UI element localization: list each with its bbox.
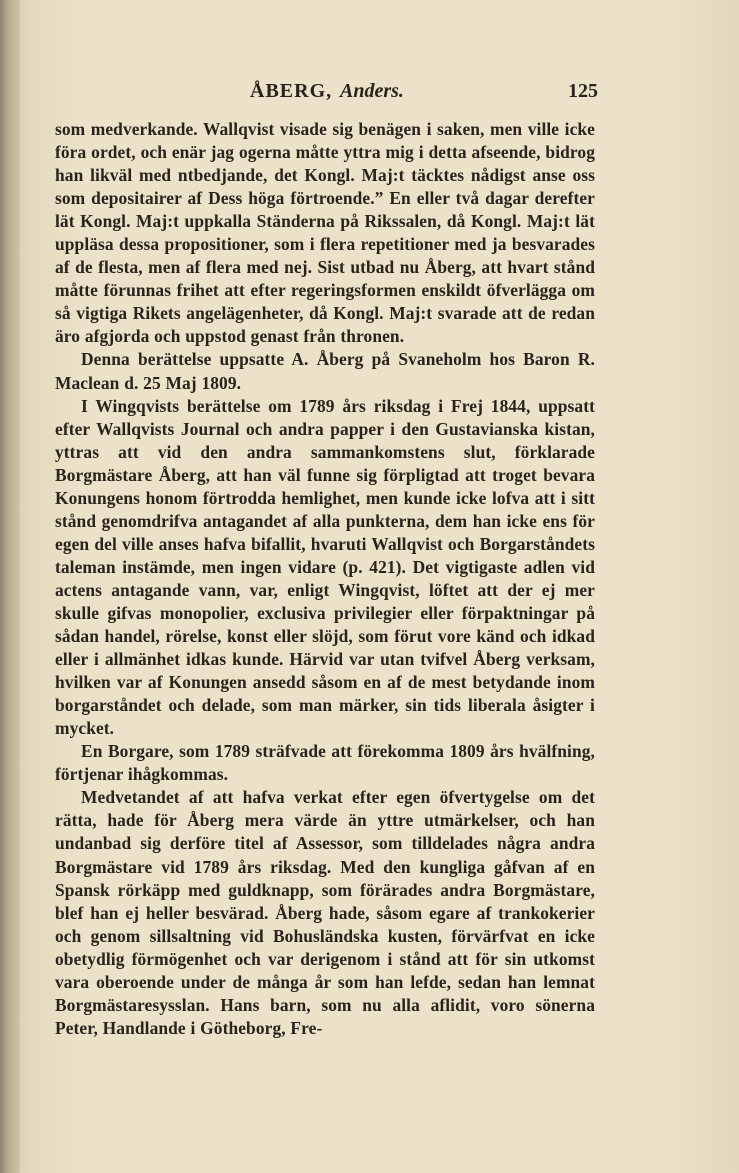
page-spine-shadow <box>0 0 20 1173</box>
paragraph: I Wingqvists berättelse om 1789 års riksdag i Frej 1844, uppsatt efter Wallqvists Journal och andra papper i den Gustavianska kistan, yttras att vid den andra sammankomstens slut, förklarade Borgmästare Åberg, att han väl funne sig förpligtad att troget bevara Konungens honom förtrodda hemlighet, men kunde icke lofva att i sitt stånd genomdrifva antagandet af alla punkterna, dem han icke ens för egen del ville anses hafva bifallit, hvaruti Wallqvist och Borgarståndets taleman instämde, men ingen vidare (p. 421). Det vigtigaste adlen vid actens antagande vann, var, enligt Wingqvist, löftet att der ej mer skulle gifvas monopolier, exclusiva privilegier eller förpaktningar på sådan handel, rörelse, konst eller slöjd, som förut vore känd och idkad eller i allmänhet idkas kunde. Härvid var utan tvifvel Åberg verksam, hvilken var af Konungen ansedd såsom en af de mest betydande inom borgarståndet och delade, som man märker, sin tids liberala åsigter i mycket. <box>55 395 595 739</box>
running-head-given-name: Anders. <box>340 80 404 102</box>
paragraph: som medverkande. Wallqvist visade sig benägen i saken, men ville icke föra ordet, och enär jag ogerna måtte yttra mig i detta afseende, bidrog han likväl med ntbedjande, det Kongl. Maj:t täcktes nådigst anse oss som depositairer af Dess höga förtroende.” En eller två dagar derefter lät Kongl. Maj:t uppkalla Ständerna på Rikssalen, då Kongl. Maj:t lät uppläsa dessa propositioner, som i flera repetitioner med ja besvarades af de flesta, men af flera med nej. Sist utbad nu Åberg, att hvart stånd måtte förunnas frihet att efter regeringsformen enskildt öfverlägga om så vigtiga Rikets angelägenheter, då Kongl. Maj:t svarade att de redan äro afgjorda och uppstod genast från thronen. <box>55 119 595 347</box>
paragraph: Medvetandet af att hafva verkat efter egen öfvertygelse om det rätta, hade för Åberg mera värde än yttre utmärkelser, och han undanbad sig derföre titel af Assessor, som tilldelades några andra Borgmästare vid 1789 års riksdag. Med den kungliga gåfvan af en Spansk rörkäpp med guldknapp, som förärades andra Borgmästare, blef han ej heller besvärad. Åberg hade, såsom egare af trankokerier och genom sillsaltning vid Bohusländska kusten, förvärfvat en icke obetydlig förmögenhet och var derigenom i stånd att för sin utkomst vara oberoende under de många år som han lefde, sedan han lemnat Borgmästaresysslan. Hans barn, som nu alla aflidit, voro sönerna Peter, Handlande i Götheborg, Fre- <box>55 787 595 1038</box>
running-head-surname: ÅBERG, <box>250 80 333 102</box>
paragraph: Denna berättelse uppsatte A. Åberg på Svaneholm hos Baron R. Maclean d. 25 Maj 1809. <box>55 349 595 393</box>
body-text <box>55 118 595 1040</box>
paragraph: En Borgare, som 1789 sträfvade att förekomma 1809 års hvälfning, förtjenar ihågkommas. <box>55 741 595 785</box>
running-head <box>190 80 600 110</box>
page-number: 125 <box>568 80 598 102</box>
